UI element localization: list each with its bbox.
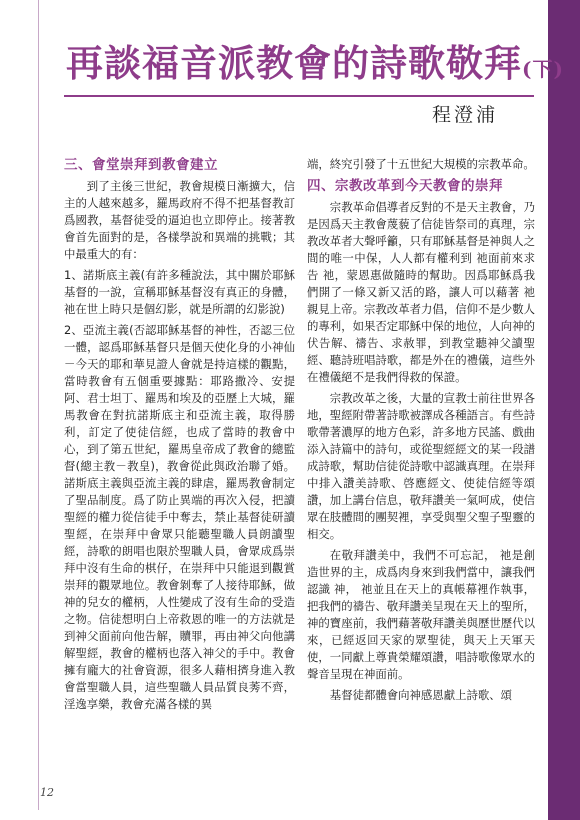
paragraph: 1、諾斯底主義(有許多種說法，其中關於耶穌基督的一說，宣稱耶穌基督沒有真正的身體，祂在世上時只是個幻影，就是所謂的幻影說) xyxy=(64,268,295,316)
paragraph: 2、亞流主義(否認耶穌基督的神性，否認三位一體，認爲耶穌基督只是個天使化身的小神仙－今天的耶和華見證人會就是持這樣的觀點，當時教會有五個重要據點：耶路撒冷、安提阿、君士坦丁、羅馬和埃及的亞歷上大城，羅馬教會在對抗諾斯底主和亞流主義，取得勝利，訂定了使徒信經，也成了當時的教會中心，到了第五世紀，羅馬皇帝成了教會的總監督(總主教－教皇)，教會從此與政治聯了婚。諾斯底主義與亞流主義的肆虐，羅馬教會制定了聖品制度。爲了防止異端的再次入侵，把讀聖經的權力從信徒手中奪去，禁止基督徒研讀聖經，在崇拜中會眾只能聽聖職人員朗讀聖經，詩歌的朗唱也限於聖職人員，會眾成爲崇拜中沒有生命的棋仔，在崇拜中只能退到觀賞崇拜的觀眾地位。教會剝奪了人接待耶穌，做神的兒女的權柄，人性變成了沒有生命的受造之物。信徒想明白上帝救恩的唯一的方法就是到神父面前向他告解，贖罪，再由神父向他講解聖經，教會的權柄也落入神父的手中。教會擁有龐大的社會資源，很多人藉相擠身進入教會當聖職人員，這些聖職人員品質良莠不齊，淫逸享樂，教會充滿各樣的異 xyxy=(64,323,295,711)
paragraph: 在敬拜讚美中，我們不可忘記， 祂是創造世界的主，成爲肉身來到我們當中，讓我們認識 神， 祂並且在天上的真帳幕裡作執事，把我們的禱告、敬拜讚美呈現在天上的聖所，神的寶座前，我們藉著敬拜讚美與歷世歷代以來，已經返回天家的眾聖徒，與天上天軍天使，一同獻上尊貴榮耀頌讚，唱詩歌像眾水的聲音呈現在神面前。 xyxy=(307,548,535,681)
section-heading-3: 三、會堂崇拜到教會建立 xyxy=(64,157,218,173)
article-title xyxy=(66,40,564,92)
paragraph: 到了主後三世紀，教會規模日漸擴大，信主的人越來越多，羅馬政府不得不把基督教訂爲國教，基督徒受的逼迫也立即停止。接著教會首先面對的是，各樣學說和異端的挑戰；其中最重大的有： xyxy=(64,179,295,261)
page-number: 12 xyxy=(40,786,54,799)
left-column xyxy=(64,154,295,717)
right-column xyxy=(307,156,535,708)
title-underline xyxy=(64,95,534,97)
author-name: 程澄浦 xyxy=(432,104,499,126)
paragraph: 宗教改革之後，大量的宣教士前往世界各地，聖經附帶著詩歌被譯成各種語言。有些詩歌帶著濃厚的地方色彩，許多地方民謠、戲曲添入詩篇中的詩句，或從聖經經文的某一段譜成詩歌，幫助信徒從詩歌中認識真理。在崇拜中排入讚美詩歌、啓應經文、使徒信經等頌讚，加上講台信息，敬拜讚美一氣呵成，使信眾在肢體間的團契裡，享受與聖父聖子聖靈的相交。 xyxy=(307,391,535,541)
paragraph: 端，終究引發了十五世紀大規模的宗教革命。 xyxy=(307,157,535,171)
side-color-bar xyxy=(548,0,580,820)
paragraph: 基督徒都體會向神感恩獻上詩歌、頌 xyxy=(329,688,513,702)
article-title-suffix: (下) xyxy=(522,57,564,81)
article-title-text: 再談福音派教會的詩歌敬拜 xyxy=(66,41,522,85)
section-heading-4: 四、宗教改革到今天教會的崇拜 xyxy=(307,178,503,194)
paragraph: 宗教革命倡導者反對的不是天主教會，乃是因爲天主教會蔑藐了信徒皆祭司的真理，宗教改革者大聲呼籲，只有耶穌基督是神與人之間的唯一中保，人人都有權利到 祂面前來求告 祂，蒙恩惠做隨時的幫助。因爲耶穌爲我們開了一條又新又活的路，讓人可以藉著 祂親見上帝。宗教改革者力倡，信仰不是少數人的專利，如果否定耶穌中保的地位，人向神的伏告解、禱告、求赦罪，到教堂聽神父讀聖經、聽詩班唱詩歌，都是外在的禮儀，這些外在禮儀絕不是我們得救的保證。 xyxy=(307,200,535,384)
left-margin-rule xyxy=(38,0,39,810)
